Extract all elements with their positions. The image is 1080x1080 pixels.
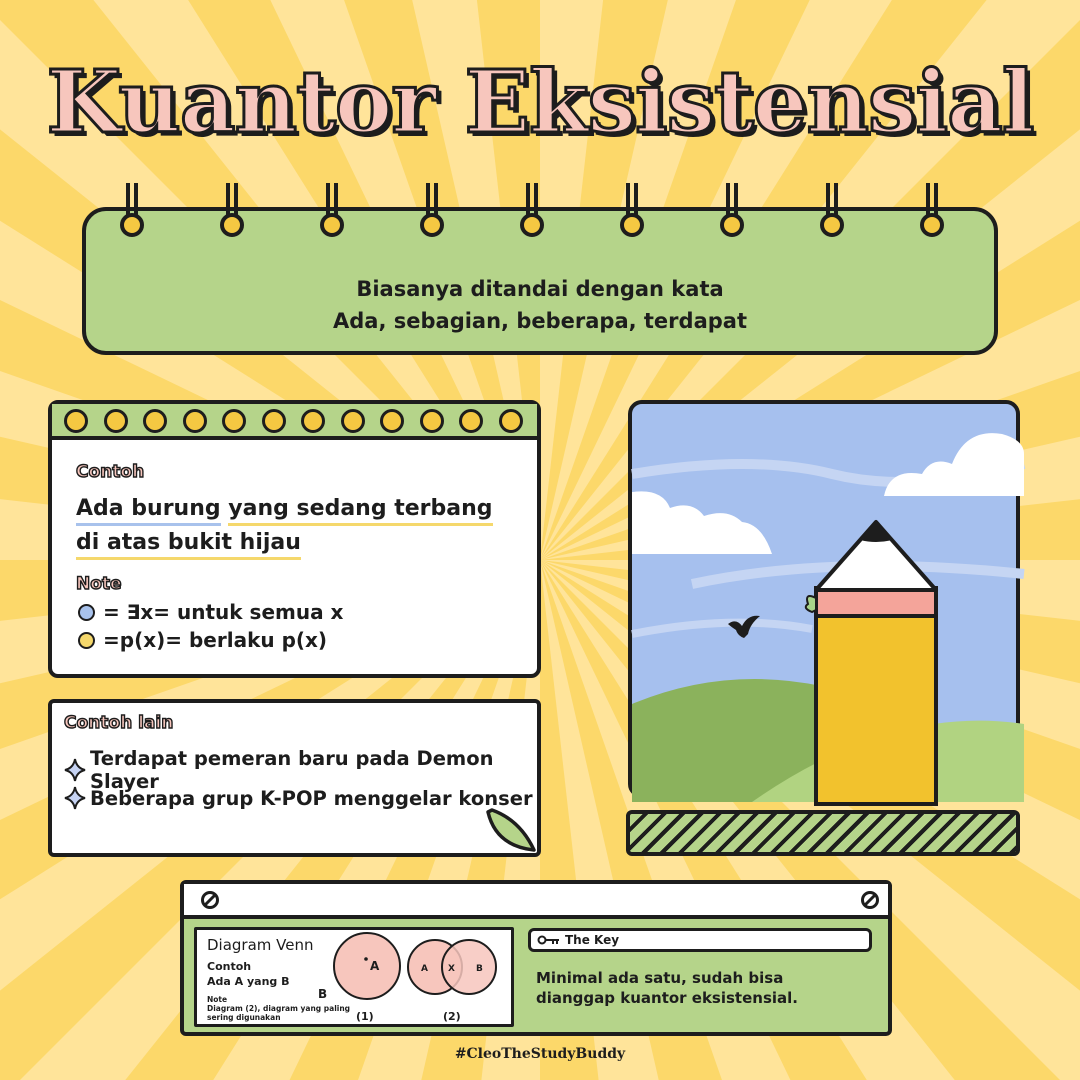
key-bar <box>528 928 872 952</box>
predicate-phrase: yang sedang terbang <box>228 496 492 526</box>
venn1-label-a: A <box>370 959 380 973</box>
venn-example-text: Ada A yang B <box>207 975 290 988</box>
cloud-left <box>632 491 772 554</box>
yellow-dot-icon <box>78 632 95 649</box>
hatched-bar <box>626 810 1020 856</box>
strip-dot-icon <box>301 409 325 433</box>
page-curl-corner <box>488 810 540 858</box>
example-label: Contoh <box>76 462 145 482</box>
sparkle-icon <box>64 786 86 810</box>
other-example-text: Terdapat pemeran baru pada Demon Slayer <box>90 747 494 793</box>
venn-panel <box>194 927 514 1027</box>
venn-example-label: Contoh <box>207 960 252 973</box>
other-examples-label: Contoh lain <box>64 713 174 733</box>
banner-text <box>86 273 994 337</box>
dot-strip <box>52 404 537 440</box>
binder-ring-icon <box>620 183 648 243</box>
strip-dot-icon <box>459 409 483 433</box>
banner-line-2: Ada, sebagian, beberapa, terdapat <box>333 309 747 333</box>
strip-dot-icon <box>222 409 246 433</box>
strip-dot-icon <box>262 409 286 433</box>
venn2-label-b: B <box>476 964 483 974</box>
venn2-label-x: X <box>448 964 455 974</box>
binder-ring-icon <box>720 183 748 243</box>
blue-dot-icon <box>78 604 95 621</box>
strip-dot-icon <box>420 409 444 433</box>
binder-ring-icon <box>220 183 248 243</box>
venn-note-label: Note <box>207 995 228 1004</box>
sparkle-icon <box>64 758 86 782</box>
other-example-item <box>64 786 533 810</box>
hashtag: #CleoTheStudyBuddy <box>454 1046 626 1062</box>
venn1-label-b: B <box>318 987 328 1001</box>
other-examples-card <box>48 699 541 857</box>
example-sentence-line-1 <box>76 496 493 521</box>
binder-ring-icon <box>920 183 948 243</box>
note-item-quantifier <box>78 600 343 624</box>
venn-title: Diagram Venn <box>207 936 314 954</box>
example-sentence-line-2 <box>76 530 301 555</box>
note-item-text: = ∃x= untuk semua x <box>103 600 344 624</box>
venn2-label-a: A <box>421 964 428 974</box>
no-symbol-icon <box>200 890 220 910</box>
strip-dot-icon <box>183 409 207 433</box>
venn-note-line-1: Diagram (2), diagram yang paling <box>207 1004 351 1013</box>
binder-ring-icon <box>420 183 448 243</box>
binder-ring-icon <box>820 183 848 243</box>
venn-note-line-2: sering digunakan <box>207 1013 281 1022</box>
binder-ring-icon <box>120 183 148 243</box>
strip-dot-icon <box>380 409 404 433</box>
strip-dot-icon <box>104 409 128 433</box>
strip-dot-icon <box>64 409 88 433</box>
key-label: The Key <box>565 933 620 947</box>
venn2-caption: (2) <box>443 1010 461 1023</box>
strip-dot-icon <box>499 409 523 433</box>
page-title: Kuantor Eksistensial <box>46 52 1034 153</box>
key-text: Minimal ada satu, sudah bisa dianggap kuantor eksistensial. <box>536 969 798 1007</box>
note-item-text: =p(x)= berlaku p(x) <box>103 628 328 652</box>
window-title-bar <box>184 884 888 919</box>
strip-dot-icon <box>341 409 365 433</box>
banner-line-1: Biasanya ditandai dengan kata <box>356 277 724 301</box>
key-icon <box>537 934 561 946</box>
binder-ring-icon <box>520 183 548 243</box>
subject-phrase: Ada burung <box>76 496 221 526</box>
note-item-predicate <box>78 628 327 652</box>
note-label: Note <box>76 574 122 594</box>
venn-diagrams <box>318 930 511 1026</box>
cloud-right <box>884 433 1024 496</box>
venn-window <box>180 880 892 1036</box>
venn1-caption: (1) <box>356 1010 374 1023</box>
example-card <box>48 400 541 678</box>
strip-dot-icon <box>143 409 167 433</box>
no-symbol-icon <box>860 890 880 910</box>
pencil-illustration <box>628 400 1020 798</box>
other-example-text: Beberapa grup K-POP menggelar konser <box>90 786 533 810</box>
binder-ring-icon <box>320 183 348 243</box>
predicate-phrase-cont: di atas bukit hijau <box>76 530 301 560</box>
